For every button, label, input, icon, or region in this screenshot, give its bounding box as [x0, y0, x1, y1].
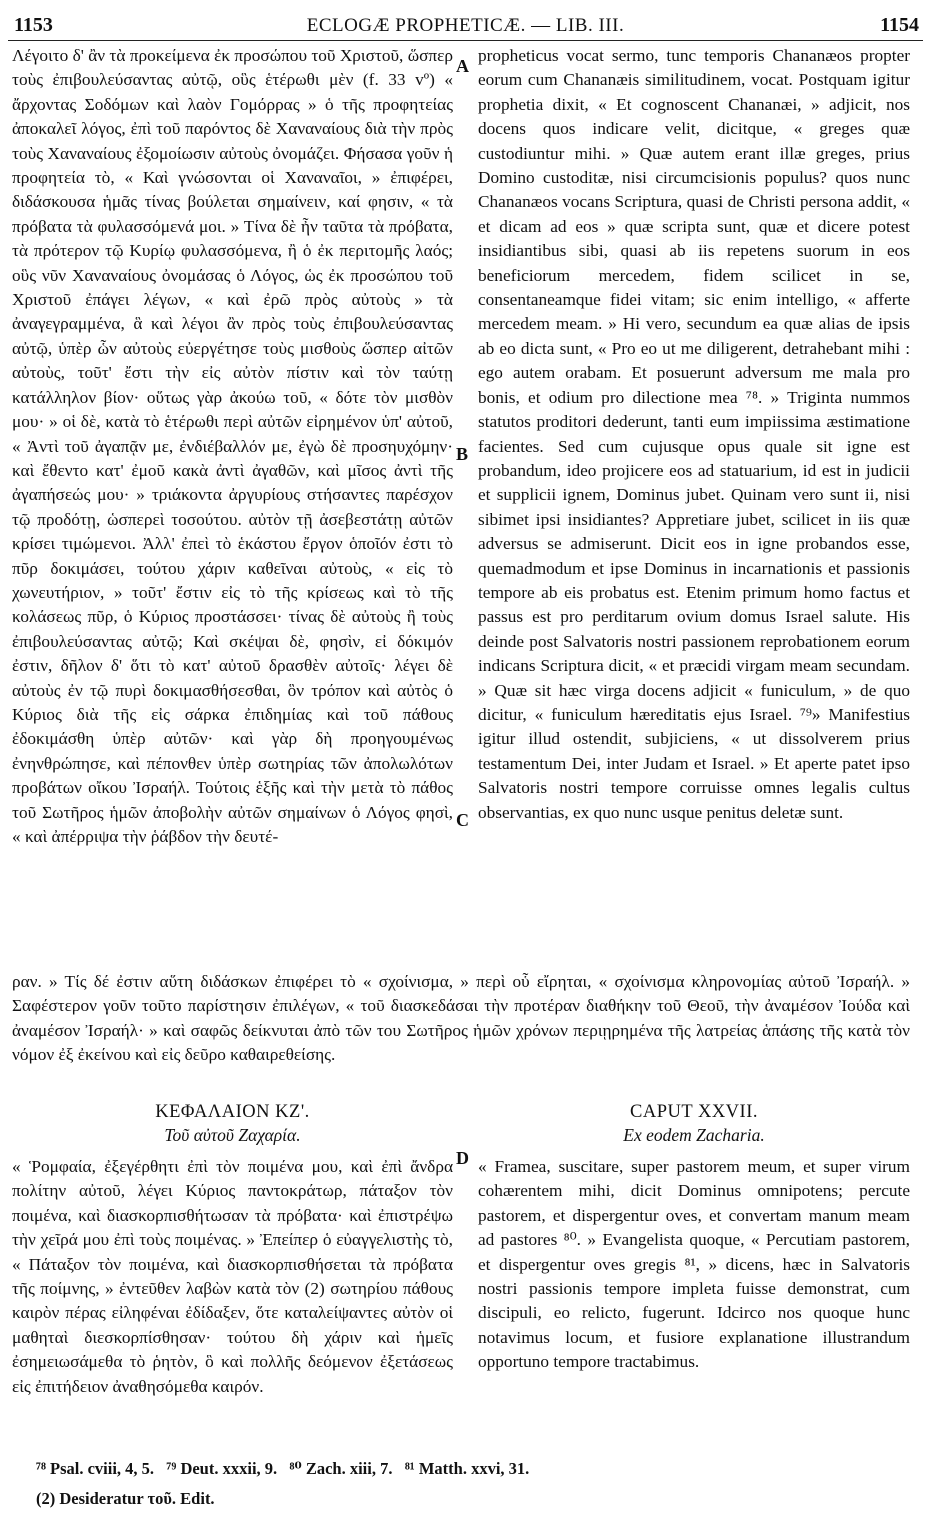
greek-chapter-body: [12, 1155, 453, 1399]
page-header: [8, 6, 923, 41]
margin-letter-d: D: [456, 1148, 469, 1168]
greek-column: [12, 44, 453, 849]
left-page-number: 1153: [14, 14, 53, 36]
margin-letter-a: A: [456, 56, 469, 76]
greek-paragraph: Λέγοιτο δ' ἂν τὰ προκείμενα ἐκ προσώπου τοῦ Χριστοῦ, ὥσπερ τοὺς ἐπιβουλεύσαντας αὐτῷ, οὓς ἑτέρωθι μὲν (f. 33 vº) « ἄρχοντας Σοδόμων καὶ λαὸν Γομόρρας » ὁ τῆς προφητείας ἀποκαλεῖ λόγος, ἐπὶ τοῦ παρόντος δὲ Χαναναίους διὰ τὴν πρὸς τοὺς Χαναναίους ἐξομοίωσιν αὐτοὺς ὀνομάζει. Φήσασα γοῦν ἡ προφητεία τὸ, « Καὶ γνώσονται οἱ Χαναναῖοι, » ἐπιφέρει, διδάσκουσα ἡμᾶς τίνας βούλεται σημαίνειν, καί φησιν, « τὰ πρόβατα τὰ φυλασσόμενά μοι. » Τίνα δὲ ἦν ταῦτα τὰ πρόβατα, τὰ πρότερον τῷ Κυρίῳ φυλασσόμενα, ἢ ὁ ἐκ περιτομῆς λαός; οὓς νῦν Χαναναίους ὀνομάσας ὁ Λόγος, ὡς ἐκ προσώπου τοῦ Χριστοῦ ἐπάγει λέγων, « καὶ ἐρῶ πρὸς αὐτοὺς » τὰ ἀναγεγραμμένα, ἃ καὶ λέγοι ἂν πρὸς τοὺς ἐπιβουλεύσαντας αὐτῷ, ὑπὲρ ὧν αὐτοὺς εὐεργέτησε τοὺς μισθοὺς ὥσπερ αἰτῶν αὐτοὺς, τοῦτ' ἔστι τὴν εἰς αὐτὸν πίστιν καὶ τὸν ταύτῃ κατάλληλον βίον· οὕτως γὰρ ἀκούω τοῦ, « δότε τὸν μισθὸν μου· » οἱ δὲ, κατὰ τὸ ἑτέρωθι περὶ αὐτῶν εἰρημένον ὑπ' αὐτοῦ, « Ἀντὶ τοῦ ἀγαπᾷν με, ἐνδιέβαλλόν με, ἐγὼ δὲ προσηυχόμην· καὶ ἔθεντο κατ' ἐμοῦ κακὰ ἀντὶ ἀγαθῶν, καὶ μῖσος ἀντὶ τῆς ἀγαπήσεώς μου· » τριάκοντα ἀργυρίους στήσαντες παρέσχον τῷ προδότῃ, ὡσπερεὶ τοσούτου. αὐτὸν τῇ ἀσεβεστάτῃ αὐτῶν κρίσει τιμώμενοι. Ἀλλ' ἐπεὶ τὸ ἑκάστου ἔργον ὁποῖόν ἐστι τὸ πῦρ δοκιμάσει, τούτου χάριν καθεῖναι αὐτοὺς, « εἰς τὸ χωνευτήριον, » τοῦτ' ἔστιν εἰς τὸ τῆς κρίσεως καὶ τὸ τῆς κολάσεως πῦρ, ὁ Κύριος προστάσσει· τίνας δὲ αὐτοὺς ἢ τοὺς ἐπιβουλεύσαντας αὐτῷ; Καὶ σκέψαι δὲ, φησὶν, εἰ δόκιμόν ἐστιν, δῆλον δ' ὅτι τὸ κατ' αὐτοῦ δρασθὲν αὐτοῖς· λέγει δὲ αὐτοὺς ἐν τῷ πυρὶ δοκιμασθήσεσθαι, ὃν τρόπον καὶ αὐτὸς ὁ Κύριος διὰ τῆς εἰς σάρκα ἐπιδημίας καὶ τοῦ πάθους ἐδοκιμάσθη ὑπὲρ αὐτῶν· καὶ γὰρ δὴ προηγουμένως ἐνηνθρώπησε, καὶ πέπονθεν ὑπὲρ σωτηρίας τῶν ἀπολωλότων προβάτων οἴκου Ἰσραήλ. Τούτοις ἑξῆς καὶ τὴν μετὰ τὸ πάθος τοῦ Σωτῆρος ἡμῶν ἀποβολὴν αὐτῶν σημαίνων ὁ Λόγος φησὶ, « καὶ ἀπέρριψα τὴν ῥάβδον τὴν δευτέ-: [12, 46, 453, 846]
latin-paragraph: propheticus vocat sermo, tunc temporis Chananæos propter eorum cum Chananæis similitudinem, vocat. Postquam igitur prophetia dixit, « Et cognoscent Chananæi, » adjicit, nos docens quos indicare velit, dicitque, « greges quæ custodiuntur mihi. » Quæ autem erant illæ greges, prius Domino custoditæ, nisi circumcisionis populus? quos nunc Chananæos vocans Scriptura, quasi de Christi persona addit, « et dicam ad eos » quæ scripta sunt, quæ et dicere potest insidiantibus sibi, quasi ab iis repetens suorum in eos beneficiorum mercedem, fidem scilicet in se, consentaneamque fidei vitam; sic enim intelligo, « afferte mercedem meam. » Hi vero, secundum ea quæ alias de ipsis ab eo dicta sunt, « Pro eo ut me diligerent, detrahebant mihi : ego autem orabam. Et posuerunt adversum me mala pro bonis, et odium pro dilectione mea ⁷⁸. » Triginta nummos statutos proditori dederunt, tanti eum impiissima æstimatione facientes. Sed cum cujusque opus quale sit igne est probandum, ideo projicere eos ad statuarium, id est in judicii et supplicii ignem, Dominus jubet. Quinam vero sunt ii, nisi sibimet ipsi insidiantes? Appretiare jubet, scilicet in iis quæ adversus se admiserunt. Dicit eos in igne probandos esse, quemadmodum et ipse Dominus in incarnationis et passionis tempore ab eis probatus est. Etenim primum homo factus et passus est pro perditarum ovium domus Israel salute. His deinde post Salvatoris nostri passionem reprobationem eorum indicans Scriptura dicit, « et præcidi virgam meam secundam. » Quæ sit hæc virga docens adjicit « funiculum, » de quo dicitur, « funiculum hæreditatis ejus Israel. ⁷⁹» Manifestius igitur illud ostendit, subjiciens, « ut dissolverem prius testamentum Dei, inter Judam et Israel. » Et aperte patet ipso Salvatoris nostri tempore corruisse omnes legalis cultus observantias, ex quo nunc usque penitus deletæ sunt.: [478, 46, 910, 822]
greek-chapter-heading: [12, 1102, 453, 1146]
latin-chapter-paragraph: « Framea, suscitare, super pastorem meum, et super virum cohærentem mihi, dicit Dominus omnipotens; percute pastorem, et dispergentur oves, et convertam manum meam ad pastores ⁸⁰. » Evangelista quoque, « Percutiam pastorem, et dispergentur oves gregis ⁸¹, » dicens, hæc in Salvatoris nostri passionis tempore impleta fuisse demonstrat, cum discipuli, eo relicto, fugerunt. Idcirco nos quoque hunc notavimus locum, et fusiore explanatione illustrandum opportuno tempore tractabimus.: [478, 1157, 910, 1372]
latin-column: [478, 44, 910, 825]
greek-continuation: [12, 970, 910, 1068]
footnotes: [36, 1459, 529, 1519]
latin-chapter-subtitle: Ex eodem Zacharia.: [623, 1125, 765, 1145]
scripture-footnotes: ⁷⁸ Psal. cviii, 4, 5. ⁷⁹ Deut. xxxii, 9. ⁸⁰ Zach. xiii, 7. ⁸¹ Matth. xxvi, 31.: [36, 1459, 530, 1478]
right-page-number: 1154: [880, 14, 919, 36]
greek-chapter-paragraph: « Ῥομφαία, ἐξεγέρθητι ἐπὶ τὸν ποιμένα μου, καὶ ἐπὶ ἄνδρα πολίτην αὐτοῦ, λέγει Κύριος παντοκράτωρ, πάταξον τὸν ποιμένα, καὶ διασκορπισθήτωσαν τὰ πρόβατα· καὶ ἐπιστρέψω τὴν χεῖρά μου ἐπὶ τοὺς ποιμένας. » Ἐπείπερ ὁ εὐαγγελιστὴς τὸ, « Πάταξον τὸν ποιμένα, καὶ διασκορπισθήσεται τὰ πρόβατα τῆς ποίμνης, » ἐντεῦθεν λαβὼν κατὰ τὸν (2) σωτηρίου πάθους καιρὸν πέρας εἰληφέναι ἐδίδαξεν, ὅτε καταλείψαντες αὐτὸν οἱ μαθηταὶ διεσκορπίσθησαν· τούτου δὴ χάριν καὶ ἡμεῖς ἐσημειωσάμεθα τὸ ῥητὸν, ὃ καὶ πολλῆς δεόμενον ἐξετάσεως εἰς ἐπιτήδειον ἀναθησόμεθα καιρόν.: [12, 1157, 453, 1396]
running-title: ECLOGÆ PROPHETICÆ. — LIB. III.: [306, 15, 625, 36]
latin-chapter-heading: [478, 1102, 910, 1146]
latin-chapter-title: CAPUT XXVII.: [630, 1102, 758, 1122]
greek-chapter-title: ΚΕΦΑΛΑΙΟΝ ΚΖ'.: [155, 1102, 310, 1122]
greek-continuation-paragraph: ραν. » Τίς δέ ἐστιν αὕτη διδάσκων ἐπιφέρει τὸ « σχοίνισμα, » περὶ οὗ εἴρηται, « σχοίνισμα κληρονομίας αὐτοῦ Ἰσραήλ. » Σαφέστερον γοῦν τοῦτο παρίστησιν ἐπιλέγων, « τοῦ διασκεδάσαι τὴν προτέραν διαθήκην τοῦ Θεοῦ, τὴν ἀναμέσον Ἰούδα καὶ ἀναμέσον Ἰσραήλ· » καὶ σαφῶς δείκνυται ἀπὸ τῶν του Σωτῆρος ἡμῶν χρόνων περιῃρημένα τῆς λατρείας ἁπάσης τῆς κατὰ τὸν νόμον ἐξ ἐκείνου καὶ εἰς δεῦρο καθαιρεθείσης.: [12, 972, 910, 1065]
margin-letter-c: C: [456, 810, 469, 830]
margin-letter-b: B: [456, 444, 469, 464]
editor-footnote: (2) Desideratur τοῦ. Edit.: [36, 1489, 215, 1508]
latin-chapter-body: [478, 1155, 910, 1375]
greek-chapter-subtitle: Τοῦ αὐτοῦ Ζαχαρία.: [164, 1125, 301, 1145]
